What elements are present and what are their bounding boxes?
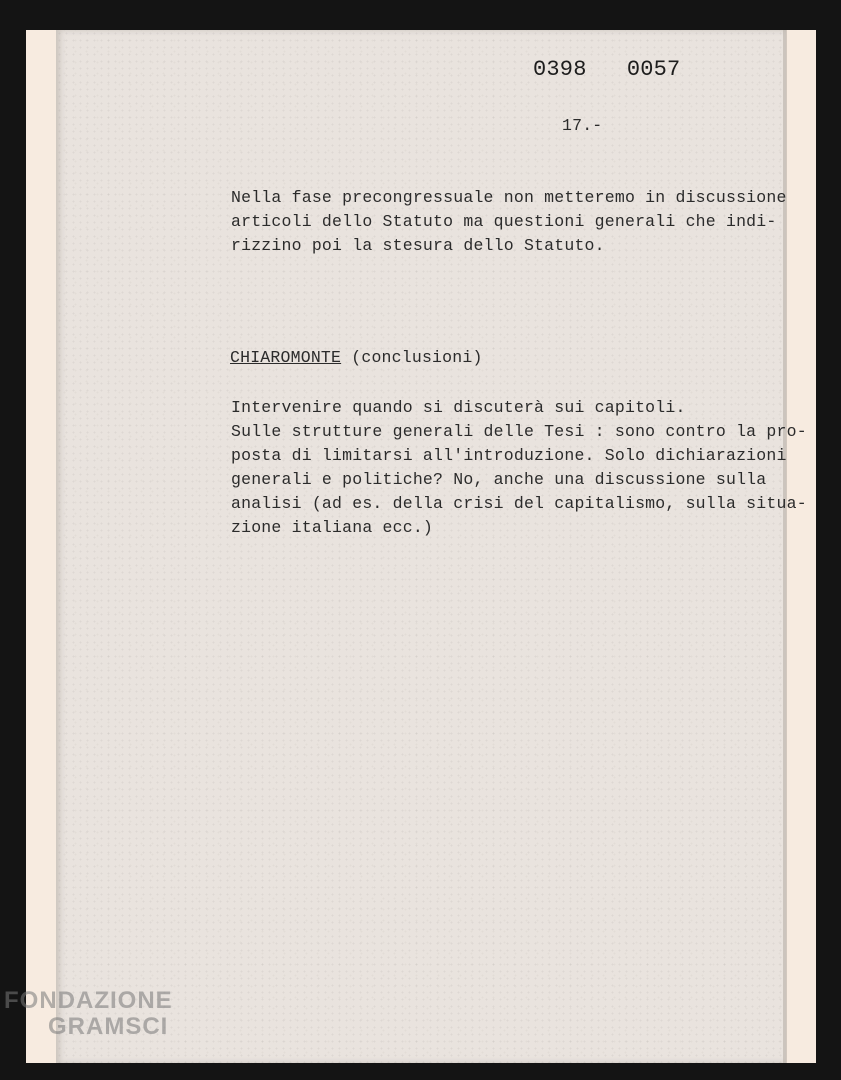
watermark-line-2: GRAMSCI: [48, 1013, 169, 1040]
heading-note: (conclusioni): [351, 348, 483, 367]
section-heading: [230, 346, 483, 370]
fondazione-gramsci-watermark: [4, 988, 173, 1040]
page-number: 17.-: [562, 116, 603, 135]
document-page: [56, 30, 786, 1063]
paragraph-line: articoli dello Statuto ma questioni generali che indi-: [231, 212, 777, 231]
paragraph-line: zione italiana ecc.): [231, 518, 434, 537]
watermark-line-1: FONDAZIONE: [4, 987, 173, 1014]
paragraph-line: Nella fase precongressuale non metteremo in discussione: [231, 188, 787, 207]
paragraph-line: posta di limitarsi all'introduzione. Solo dichiarazioni: [231, 446, 787, 465]
page-edge: [783, 30, 787, 1063]
paragraph-line: rizzino poi la stesura dello Statuto.: [231, 236, 605, 255]
archive-number: 0398 0057: [533, 57, 681, 82]
speaker-name: CHIAROMONTE: [230, 348, 342, 367]
paragraph-line: Intervenire quando si discuterà sui capitoli.: [231, 398, 686, 417]
paragraph-line: generali e politiche? No, anche una discussione sulla: [231, 470, 767, 489]
paragraph-line: Sulle strutture generali delle Tesi : sono contro la pro-: [231, 422, 807, 441]
paragraph-line: analisi (ad es. della crisi del capitalismo, sulla situa-: [231, 494, 807, 513]
